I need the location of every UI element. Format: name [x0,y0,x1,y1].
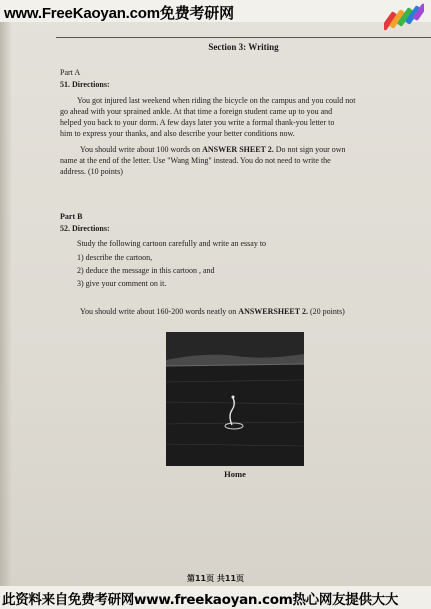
part-a-heading [60,80,110,91]
part-a-line-1: You got injured last weekend when riding the bicycle on the campus and you could not [77,96,356,105]
page-number: 第11页 共11页 [186,574,245,583]
header-rule [56,37,431,38]
question-number: 52. [60,224,70,233]
part-a-line-3: helped you back to your dorm. A few days later you write a formal thank-you letter to [60,118,335,127]
cartoon-image [166,332,304,466]
directions-label: Directions: [72,224,110,233]
part-b-label: Part B [60,212,83,221]
page-shadow [0,22,12,586]
instruction-text: (20 points) [307,307,345,316]
part-b-item-3: 3) give your comment on it. [77,279,167,288]
part-a-instruction-3: address. (10 points) [60,167,123,176]
part-b-heading [60,224,110,235]
part-a-line-2: go ahead with your sprained ankle. At that time a foreign student came up to you and [60,107,333,116]
part-a-label: Part A [60,68,81,77]
instruction-text: You should write about 160-200 words neatly on [80,307,239,316]
cartoon-drawing [166,332,304,466]
part-a-line-4: him to express your thanks, and also describe your better conditions now. [60,129,295,138]
answer-sheet-ref: ANSWER SHEET 2. [202,145,274,154]
question-number: 51. [60,80,70,89]
part-a-instruction-1 [80,145,346,156]
instruction-text: Do not sign your own [273,145,346,154]
section-title: Section 3: Writing [208,42,279,52]
instruction-text: You should write about 100 words on [80,145,203,154]
part-b-instruction [80,307,345,318]
watermark-bottom: 此资料来自免费考研网www.freekaoyan.com热心网友提供大大 [2,592,399,608]
part-b-item-1: 1) describe the cartoon, [77,253,153,262]
cartoon-caption: Home [224,469,246,479]
watermark-top: www.FreeKaoyan.com免费考研网 [4,5,234,22]
part-a-instruction-2: name at the end of the letter. Use "Wang Ming" instead. You do not need to write the [60,156,331,165]
answer-sheet-ref: ANSWERSHEET 2. [238,307,308,316]
part-b-item-2: 2) deduce the message in this cartoon , and [77,266,215,275]
directions-label: Directions: [72,80,110,89]
brand-logo-icon [384,3,424,33]
part-b-intro: Study the following cartoon carefully and write an essay to [77,239,267,248]
